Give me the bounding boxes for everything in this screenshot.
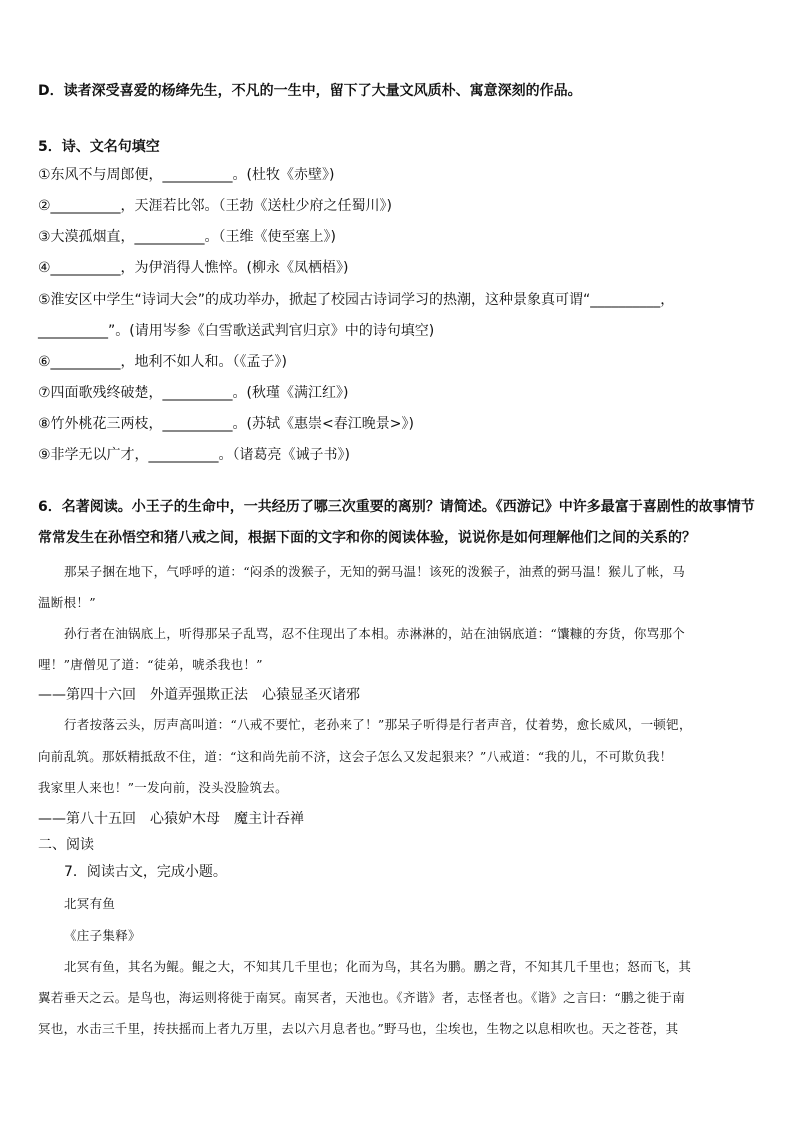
chapter-85-caption: ——第八十五回 心猿妒木母 魔主计吞禅 xyxy=(38,811,304,827)
question-7-title: 7．阅读古文，完成小题。 xyxy=(64,864,227,880)
excerpt-1-line-4: 哩！”唐僧见了道：“徒弟，唬杀我也！” xyxy=(38,657,263,672)
option-d-text: D．读者深受喜爱的杨绛先生，不凡的一生中，留下了大量文风质朴、寓意深刻的作品。 xyxy=(38,83,582,99)
blank-item-5: ⑤淮安区中学生“诗词大会”的成功举办，掀起了校园古诗词学习的热潮，这种景象真可谓“__________， xyxy=(38,292,675,308)
passage-title: 北冥有鱼 xyxy=(64,896,116,911)
blank-item-6: ⑥__________，地利不如人和。（《孟子》) xyxy=(38,354,288,370)
chapter-46-caption: ——第四十六回 外道弄强欺正法 心猿显圣灭诸邪 xyxy=(38,687,360,703)
passage-line-3: 冥也，水击三千里，抟扶摇而上者九万里，去以六月息者也。”野马也，尘埃也，生物之以息相吹也。天之苍苍，其 xyxy=(38,1021,679,1036)
passage-line-1: 北冥有鱼，其名为鲲。鲲之大，不知其几千里也；化而为鸟，其名为鹏。鹏之背，不知其几千里也；怒而飞，其 xyxy=(64,959,692,974)
excerpt-2-line-1: 行者按落云头，厉声高叫道：“八戒不要忙，老孙来了！”那呆子听得是行者声音，仗着势，愈长威风，一顿钯， xyxy=(64,717,692,732)
excerpt-2-line-2: 向前乱筑。那妖精抵敌不住，道：“这和尚先前不济，这会子怎么又发起狠来？”八戒道：“我的儿，不可欺负我！ xyxy=(38,749,673,764)
blank-item-2: ②__________，天涯若比邻。（王勃《送杜少府之任蜀川》) xyxy=(38,198,393,214)
blank-item-7: ⑦四面歌残终破楚，__________。(秋瑾《满江红》) xyxy=(38,385,349,401)
question-6-line-2: 常常发生在孙悟空和猪八戒之间，根据下面的文字和你的阅读体验，说说你是如何理解他们之间的关系的？ xyxy=(38,530,696,546)
blank-item-1: ①东风不与周郎便，__________。(杜牧《赤壁》) xyxy=(38,167,335,183)
excerpt-1-line-3: 孙行者在油锅底上，听得那呆子乱骂，忍不住现出了本相。赤淋淋的，站在油锅底道：“馕糠的夯货，你骂那个 xyxy=(64,626,686,641)
excerpt-1-line-2: 温断根！” xyxy=(38,595,96,610)
section-reading-heading: 二、阅读 xyxy=(38,837,94,853)
passage-line-2: 翼若垂天之云。是鸟也，海运则将徙于南冥。南冥者，天池也。《齐谐》者，志怪者也。《谐》之言曰：“鹏之徙于南 xyxy=(38,990,685,1005)
blank-item-5-cont: __________”。(请用岑参《白雪歌送武判官归京》中的诗句填空) xyxy=(38,323,435,339)
question-5-title: 5．诗、文名句填空 xyxy=(38,139,160,155)
excerpt-2-line-3: 我家里人来也！”一发向前，没头没脸筑去。 xyxy=(38,780,288,795)
excerpt-1-line-1: 那呆子捆在地下，气呼呼的道：“闷杀的泼猴子，无知的弼马温！该死的泼猴子，油煮的弼马温！猴儿了帐，马 xyxy=(64,564,686,579)
passage-source: 《庄子集释》 xyxy=(64,928,141,943)
blank-item-9: ⑨非学无以广才，__________。（诸葛亮《诫子书》) xyxy=(38,447,351,463)
question-6-line-1: 6．名著阅读。小王子的生命中，一共经历了哪三次重要的离别？请简述。《西游记》中许多最富于喜剧性的故事情节 xyxy=(38,499,755,515)
blank-item-8: ⑧竹外桃花三两枝，__________。(苏轼《惠崇<春江晚景>》) xyxy=(38,416,414,432)
blank-item-3: ③大漠孤烟直，__________。（王维《使至塞上》) xyxy=(38,229,337,245)
blank-item-4: ④__________，为伊消得人憔悴。(柳永《凤栖梧》) xyxy=(38,260,349,276)
